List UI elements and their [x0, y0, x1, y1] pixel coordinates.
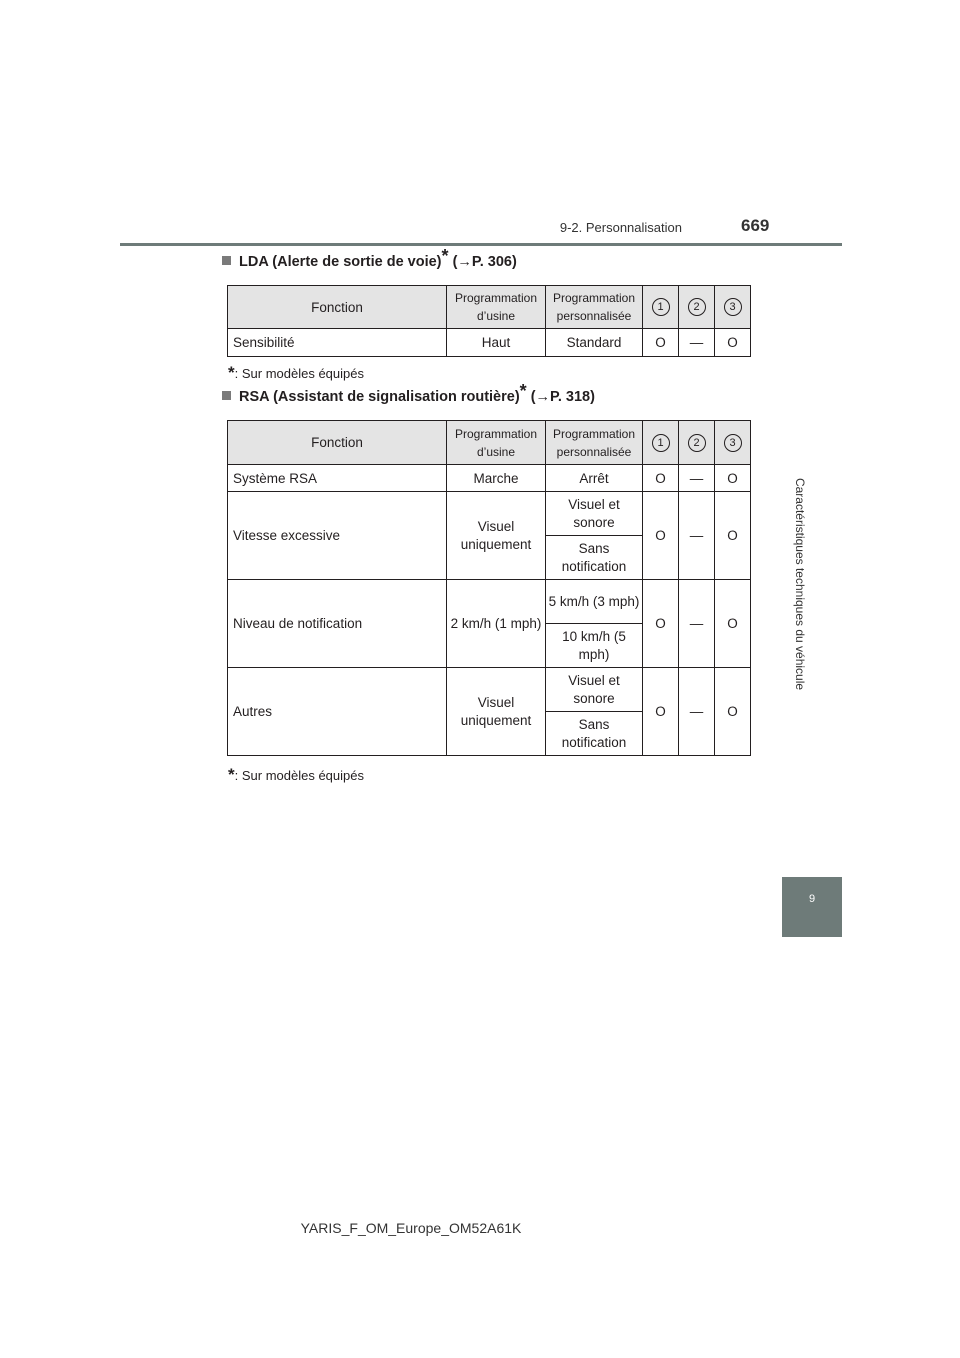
cell-usine: Visuel uniquement	[447, 668, 546, 756]
bullet-square-icon	[222, 391, 231, 400]
circle-2-icon: 2	[688, 434, 706, 452]
col-usine: Programmation d’usine	[447, 286, 546, 329]
chapter-title: Caractéristiques techniques du véhicule	[793, 477, 807, 691]
cell-c2: —	[679, 580, 715, 668]
rsa-heading	[222, 381, 595, 405]
page-number: 669	[741, 216, 770, 235]
cell-c2: —	[679, 465, 715, 492]
cell-c2: —	[679, 492, 715, 580]
cell-perso: Sans notification	[546, 536, 643, 580]
cell-perso: 5 km/h (3 mph)	[546, 580, 643, 624]
table-row	[228, 668, 751, 712]
lda-table-header	[228, 286, 751, 329]
table-row	[228, 492, 751, 536]
circle-2-icon: 2	[688, 298, 706, 316]
col-2	[679, 421, 715, 465]
col-2	[679, 286, 715, 329]
circle-1-icon: 1	[652, 434, 670, 452]
cell-fonction: Vitesse excessive	[228, 492, 447, 580]
footnote-text: : Sur modèles équipés	[234, 366, 364, 381]
cell-c3: O	[715, 465, 751, 492]
col-1	[643, 421, 679, 465]
rsa-table	[227, 420, 751, 756]
footnote-text: : Sur modèles équipés	[234, 768, 364, 783]
cell-c1: O	[643, 580, 679, 668]
cell-c1: O	[643, 668, 679, 756]
lda-footnote	[228, 363, 364, 383]
cell-perso: Sans notification	[546, 712, 643, 756]
circle-1-icon: 1	[652, 298, 670, 316]
chapter-number: 9	[808, 893, 816, 905]
lda-heading-text: LDA (Alerte de sortie de voie)	[239, 254, 442, 270]
rsa-page-ref: (→P. 318)	[530, 389, 595, 405]
cell-usine: 2 km/h (1 mph)	[447, 580, 546, 668]
bullet-square-icon	[222, 256, 231, 265]
document-code: YARIS_F_OM_Europe_OM52A61K	[300, 1220, 522, 1236]
cell-perso: Arrêt	[546, 465, 643, 492]
cell-fonction: Niveau de notification	[228, 580, 447, 668]
col-fonction: Fonction	[228, 421, 447, 465]
cell-perso: 10 km/h (5 mph)	[546, 624, 643, 668]
cell-c3: O	[715, 492, 751, 580]
cell-c3: O	[715, 580, 751, 668]
cell-fonction: Système RSA	[228, 465, 447, 492]
col-3	[715, 286, 751, 329]
col-usine: Programmation d’usine	[447, 421, 546, 465]
section-title: 9-2. Personnalisation	[559, 220, 682, 235]
lda-asterisk: *	[441, 246, 449, 267]
cell-fonction: Autres	[228, 668, 447, 756]
cell-c2: —	[679, 668, 715, 756]
circle-3-icon: 3	[724, 298, 742, 316]
cell-c1: O	[643, 465, 679, 492]
footnote-star: *	[228, 765, 235, 784]
col-fonction: Fonction	[228, 286, 447, 329]
rsa-heading-text: RSA (Assistant de signalisation routière)	[239, 389, 520, 405]
lda-heading	[222, 246, 517, 270]
header-rule	[120, 243, 842, 246]
cell-perso: Standard	[546, 329, 643, 357]
footnote-star: *	[228, 363, 235, 382]
table-row	[228, 329, 751, 357]
cell-c2: —	[679, 329, 715, 357]
circle-3-icon: 3	[724, 434, 742, 452]
col-3	[715, 421, 751, 465]
col-perso: Programmation personnalisée	[546, 421, 643, 465]
table-row	[228, 465, 751, 492]
cell-c3: O	[715, 329, 751, 357]
rsa-footnote	[228, 765, 364, 785]
cell-usine: Visuel uniquement	[447, 492, 546, 580]
cell-perso: Visuel et sonore	[546, 668, 643, 712]
cell-c1: O	[643, 329, 679, 357]
lda-table	[227, 285, 751, 357]
cell-perso: Visuel et sonore	[546, 492, 643, 536]
chapter-tab	[782, 877, 842, 937]
table-row	[228, 580, 751, 624]
col-1	[643, 286, 679, 329]
cell-fonction: Sensibilité	[228, 329, 447, 357]
document-code-footer	[0, 1220, 960, 1236]
cell-c1: O	[643, 492, 679, 580]
cell-usine: Marche	[447, 465, 546, 492]
rsa-asterisk: *	[519, 381, 527, 402]
col-perso: Programmation personnalisée	[546, 286, 643, 329]
rsa-table-header	[228, 421, 751, 465]
cell-usine: Haut	[447, 329, 546, 357]
cell-c3: O	[715, 668, 751, 756]
lda-page-ref: (→P. 306)	[452, 254, 517, 270]
